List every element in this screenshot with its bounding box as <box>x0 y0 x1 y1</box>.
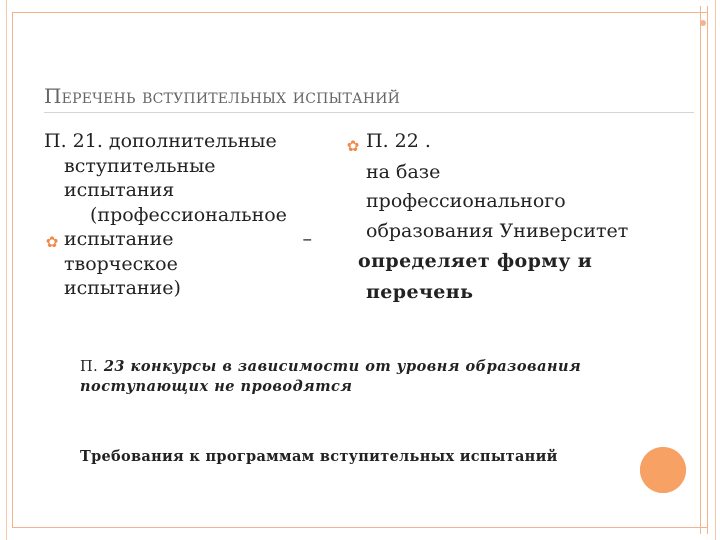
right-line-6: перечень <box>366 281 474 303</box>
left-line-5 <box>44 227 312 252</box>
left-line-4: (профессиональное <box>90 203 287 226</box>
frame-left-line <box>6 0 7 540</box>
right-line-1: П. 22 . <box>366 130 431 152</box>
title-underline <box>44 112 694 113</box>
left-column <box>44 129 312 301</box>
requirements-text: Требования к программам вступительных испытаний <box>80 448 558 465</box>
decorative-dot <box>700 20 706 26</box>
note-line-1-text: 23 конкурсы в зависимости от уровня образования <box>98 358 582 375</box>
left-line-3: испытания <box>64 179 175 201</box>
note-line-1 <box>80 357 680 377</box>
left-line-5-dash: – <box>302 228 312 250</box>
left-line-2: вступительные <box>64 154 216 177</box>
left-line-1: П. 21. дополнительные <box>44 130 277 152</box>
decorative-circle <box>640 447 686 493</box>
flower-bullet-icon: ✿ <box>346 137 360 155</box>
slide-title <box>44 84 400 108</box>
note-line-2: поступающих не проводятся <box>80 378 353 395</box>
note-paragraph <box>80 357 680 397</box>
right-column <box>358 129 686 307</box>
title-rest: еречень вступительных испытаний <box>61 84 401 108</box>
right-line-5: определяет форму и <box>358 250 593 272</box>
right-line-4: образования Университет <box>366 220 629 242</box>
note-prefix: П. <box>80 359 99 375</box>
left-line-6: творческое <box>64 252 178 275</box>
left-line-7: испытание) <box>64 277 181 299</box>
frame-right-band <box>700 6 708 534</box>
frame-right-line <box>715 0 716 540</box>
flower-bullet-icon: ✿ <box>45 233 59 251</box>
right-line-2: на базе <box>366 161 441 183</box>
right-line-3: профессионального <box>366 190 566 212</box>
title-first-letter: П <box>44 84 62 108</box>
left-line-5-word: испытание <box>64 228 174 250</box>
